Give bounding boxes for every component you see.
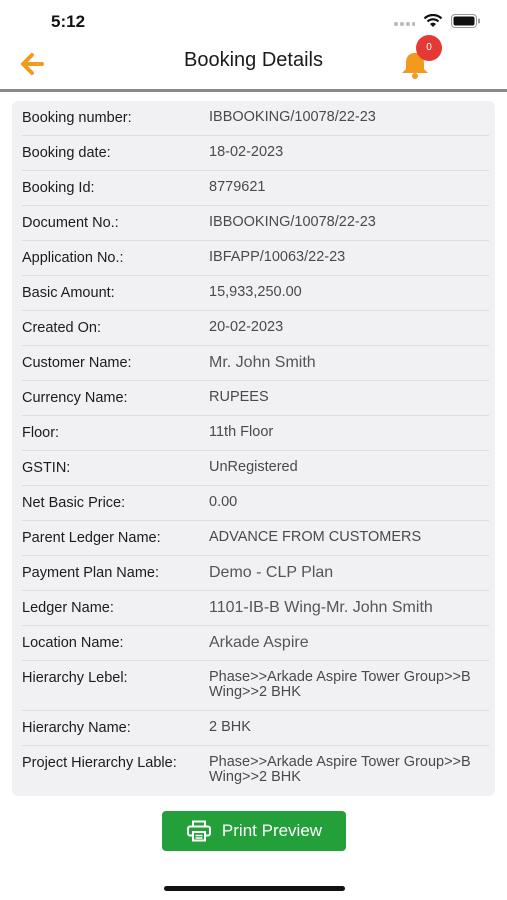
detail-value: 2 BHK bbox=[209, 719, 251, 735]
app-header bbox=[0, 44, 507, 92]
detail-label: Booking Id: bbox=[22, 180, 95, 196]
detail-value: IBFAPP/10063/22-23 bbox=[209, 249, 346, 265]
detail-label: Created On: bbox=[22, 320, 101, 336]
signal-icon bbox=[393, 15, 415, 27]
detail-row-location-name bbox=[22, 626, 489, 661]
detail-label: Location Name: bbox=[22, 635, 124, 651]
notification-badge: 0 bbox=[416, 35, 442, 61]
status-icons bbox=[393, 14, 481, 28]
detail-label: Ledger Name: bbox=[22, 600, 114, 616]
detail-label: Project Hierarchy Lable: bbox=[22, 755, 177, 771]
page-title: Booking Details bbox=[184, 49, 323, 71]
detail-value: IBBOOKING/10078/22-23 bbox=[209, 214, 376, 230]
detail-value: 0.00 bbox=[209, 494, 238, 510]
detail-row-application-no bbox=[22, 241, 489, 276]
detail-row-net-basic-price bbox=[22, 486, 489, 521]
detail-label: GSTIN: bbox=[22, 460, 71, 476]
detail-value: Phase>>Arkade Aspire Tower Group>>B Wing>>2 BHK bbox=[209, 669, 471, 700]
battery-icon bbox=[451, 14, 481, 28]
detail-value: Demo - CLP Plan bbox=[209, 564, 334, 581]
wifi-icon bbox=[423, 14, 443, 28]
printer-icon bbox=[186, 820, 212, 842]
detail-row-payment-plan-name bbox=[22, 556, 489, 591]
booking-details-card bbox=[12, 101, 495, 796]
detail-label: Hierarchy Name: bbox=[22, 720, 131, 736]
detail-value: RUPEES bbox=[209, 389, 269, 405]
detail-value: Arkade Aspire bbox=[209, 634, 309, 651]
detail-label: Basic Amount: bbox=[22, 285, 115, 301]
detail-row-created-on bbox=[22, 311, 489, 346]
detail-value: ADVANCE FROM CUSTOMERS bbox=[209, 529, 422, 545]
detail-row-gstin bbox=[22, 451, 489, 486]
detail-value: 1101-IB-B Wing-Mr. John Smith bbox=[209, 599, 433, 616]
detail-row-basic-amount bbox=[22, 276, 489, 311]
detail-label: Parent Ledger Name: bbox=[22, 530, 161, 546]
detail-value: Mr. John Smith bbox=[209, 354, 316, 371]
detail-label: Floor: bbox=[22, 425, 60, 441]
detail-row-ledger-name bbox=[22, 591, 489, 626]
detail-value: 18-02-2023 bbox=[209, 144, 284, 160]
detail-value: Phase>>Arkade Aspire Tower Group>>B Wing>>2 BHK bbox=[209, 754, 471, 785]
detail-row-document-no bbox=[22, 206, 489, 241]
detail-row-customer-name bbox=[22, 346, 489, 381]
detail-label: Application No.: bbox=[22, 250, 124, 266]
detail-value: 11th Floor bbox=[209, 424, 274, 440]
detail-label: Booking date: bbox=[22, 145, 111, 161]
detail-row-project-hierarchy-lable bbox=[22, 746, 489, 796]
print-preview-label: Print Preview bbox=[221, 821, 323, 840]
detail-label: Customer Name: bbox=[22, 355, 132, 371]
detail-row-booking-number bbox=[22, 101, 489, 136]
detail-value: UnRegistered bbox=[209, 459, 298, 475]
detail-row-booking-date bbox=[22, 136, 489, 171]
detail-label: Booking number: bbox=[22, 110, 132, 126]
detail-label: Hierarchy Lebel: bbox=[22, 670, 128, 686]
detail-value: IBBOOKING/10078/22-23 bbox=[209, 109, 376, 125]
detail-row-hierarchy-lebel bbox=[22, 661, 489, 711]
home-indicator[interactable] bbox=[164, 886, 345, 891]
detail-row-parent-ledger-name bbox=[22, 521, 489, 556]
detail-label: Payment Plan Name: bbox=[22, 565, 160, 581]
detail-label: Net Basic Price: bbox=[22, 495, 126, 511]
detail-row-hierarchy-name bbox=[22, 711, 489, 746]
detail-value: 8779621 bbox=[209, 179, 266, 195]
detail-row-floor bbox=[22, 416, 489, 451]
status-time: 5:12 bbox=[51, 12, 86, 31]
detail-label: Document No.: bbox=[22, 215, 119, 231]
detail-value: 15,933,250.00 bbox=[209, 284, 302, 300]
detail-row-booking-id bbox=[22, 171, 489, 206]
detail-value: 20-02-2023 bbox=[209, 319, 284, 335]
detail-label: Currency Name: bbox=[22, 390, 128, 406]
print-preview-button[interactable] bbox=[162, 811, 346, 851]
detail-row-currency-name bbox=[22, 381, 489, 416]
